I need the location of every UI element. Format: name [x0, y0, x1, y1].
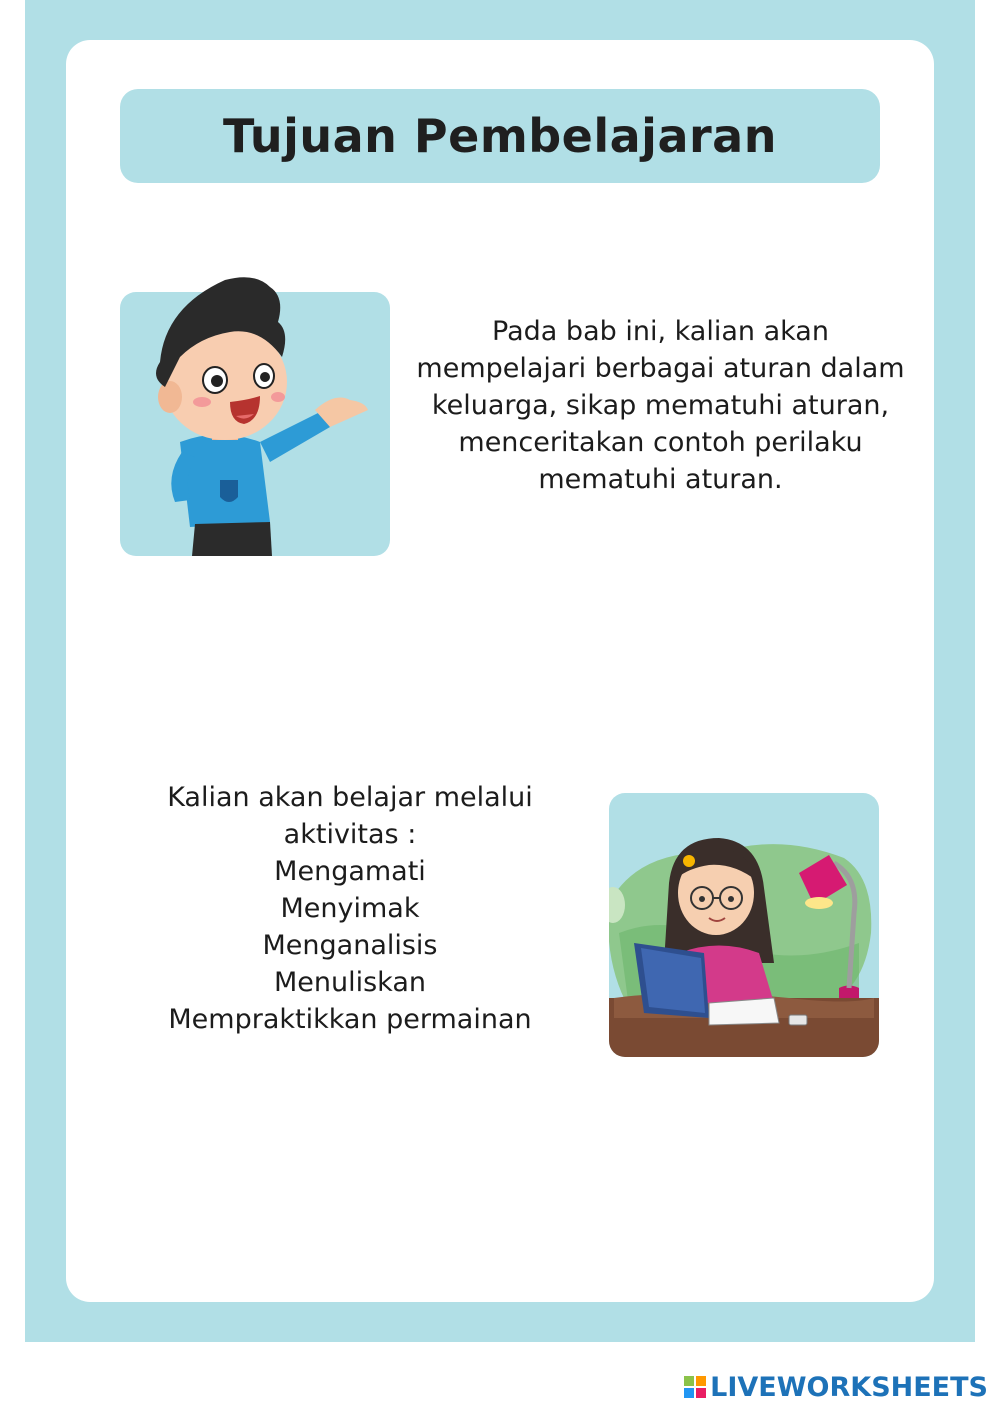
girl-studying-illustration — [609, 793, 879, 1057]
activity-item: Menyimak — [280, 893, 420, 924]
activity-item: Menganalisis — [262, 930, 438, 961]
activity-item: Mengamati — [274, 856, 426, 887]
intro-line: mempelajari berbagai aturan dalam — [416, 353, 905, 384]
intro-paragraph — [398, 313, 923, 498]
title-banner — [120, 89, 880, 183]
brand-name: LIVEWORKSHEETS — [710, 1371, 988, 1403]
intro-line: mematuhi aturan. — [538, 464, 783, 495]
liveworksheets-logo-icon — [684, 1376, 706, 1398]
boy-illustration — [120, 292, 390, 556]
content-card — [66, 40, 934, 1302]
intro-line: menceritakan contoh perilaku — [458, 427, 863, 458]
activity-item: Mempraktikkan permainan — [168, 1004, 532, 1035]
activities-list — [130, 779, 570, 1038]
activity-item: Menuliskan — [273, 967, 427, 998]
intro-line: Pada bab ini, kalian akan — [492, 316, 829, 347]
activities-intro: Kalian akan belajar melalui — [167, 782, 533, 813]
page-title: Tujuan Pembelajaran — [223, 109, 777, 163]
liveworksheets-brand — [684, 1370, 988, 1404]
activities-intro: aktivitas : — [283, 819, 417, 850]
intro-line: keluarga, sikap mematuhi aturan, — [431, 390, 890, 421]
